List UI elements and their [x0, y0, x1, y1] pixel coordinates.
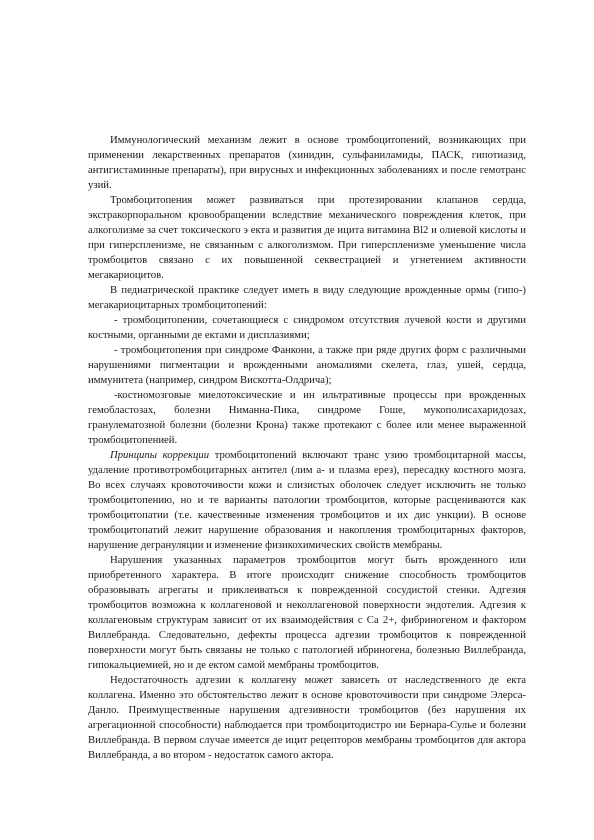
list-item-fanconi: - тромбоцитопения при синдроме Фанкони, а также при ряде других форм с различными нарушениями пигментации и врожденными аномалиями скелета, глаз, ушей, сердца, иммунитета (например, синдром Вискотта-Олдрича); [88, 344, 526, 386]
paragraph-correction-principles [88, 448, 526, 553]
correction-principles-lead: Принципы коррекции [110, 449, 210, 461]
correction-principles-body: тромбоцитопений включают транс узию тромбоцитарной массы, удаление противотромбоцитарных антител (лим а- и плазма ерез), пересадку костного мозга. Во всех случаях кровоточивости кожи и слизистых оболочек следует исключить не только тромбоцитопению, но и те варианты патологии тромбоцитов, которые расцениваются как тромбоцитопатии (т.е. качественные изменения тромбоцитов и их дис ункции). В основе тромбоцитопатий лежит нарушение образования и накопления тромбоцитарных факторов, нарушение дегрануляции и изменение физикохимических свойств мембраны. [88, 449, 526, 551]
paragraph-collagen: Недостаточность адгезии к коллагену может зависеть от наследственного де екта коллагена. Именно это обстоятельство лежит в основе кровоточивости при синдроме Элерса-Данло. Преимущественные нарушения адгезивности тромбоцитов (без нарушения их агрегационной способности) наблюдается при тромбоцитодистро ии Бернара-Сулье и болезни Виллебранда. В первом случае имеется де ицит рецепторов мембраны тромбоцитов для актора Виллебранда, а во втором - недостаток самого актора. [88, 674, 526, 761]
paragraph-adhesion: Нарушения указанных параметров тромбоцитов могут быть врожденного или приобретенного характера. В итоге происходит снижение способность тромбоцитов образовывать агрегаты и приклеиваться к поврежденной сосудистой стенки. Адгезия тромбоцитов возможна к коллагеновой и неколлагеновой поверхности эндотелия. Адгезия к коллагеновым структурам зависит от их взаимодействия с Са 2+, фибриногеном и фактором Виллебранда. Следовательно, дефекты процесса адгезии тромбоцитов к поврежденной поверхности могут быть связаны не только с патологией ибриногена, болезнью Виллебранда, гипокальциемией, но и де ектом самой мембраны тромбоцитов. [88, 554, 526, 671]
list-item-myelotoxic: -костномозговые миелотоксические и ин ильтративные процессы при врожденных гемобластозах, болезни Ниманна-Пика, синдроме Гоше, мукополисахаридозах, гранулематозной болезни (болезни Крона) также протекают с более или менее выраженной тромбоцитопенией. [88, 389, 526, 446]
paragraph-pediatric: В педиатрической практике следует иметь в виду следующие врожденные ормы (гипо-) мегакариоцитарных тромбоцитопений: [88, 284, 526, 311]
document-page [88, 133, 526, 763]
paragraph-immunologic: Иммунологический механизм лежит в основе тромбоцитопений, возникающих при применении лекарственных препаратов (хинидин, сульфаниламиды, ПАСК, гипотиазид, антигистаминные препараты), при вирусных и инфекционных заболеваниях и после гемотранс узий. [88, 134, 526, 191]
list-item-radius-syndrome: - тромбоцитопении, сочетающиеся с синдромом отсутствия лучевой кости и другими костными, органными де ектами и дисплазиями; [88, 314, 526, 341]
paragraph-prosthesis: Тромбоцитопения может развиваться при протезировании клапанов сердца, экстракорпоральном кровообращении вследствие механического повреждения клеток, при алкоголизме за счет токсического э екта и развития де ицита витамина Bl2 и олиевой кислоты и при гиперспленизме, не связанным с алкоголизмом. При гиперспленизме уменьшение числа тромбоцитов связано с их повышенной секвестрацией и угнетением активности мегакариоцитов. [88, 194, 526, 281]
